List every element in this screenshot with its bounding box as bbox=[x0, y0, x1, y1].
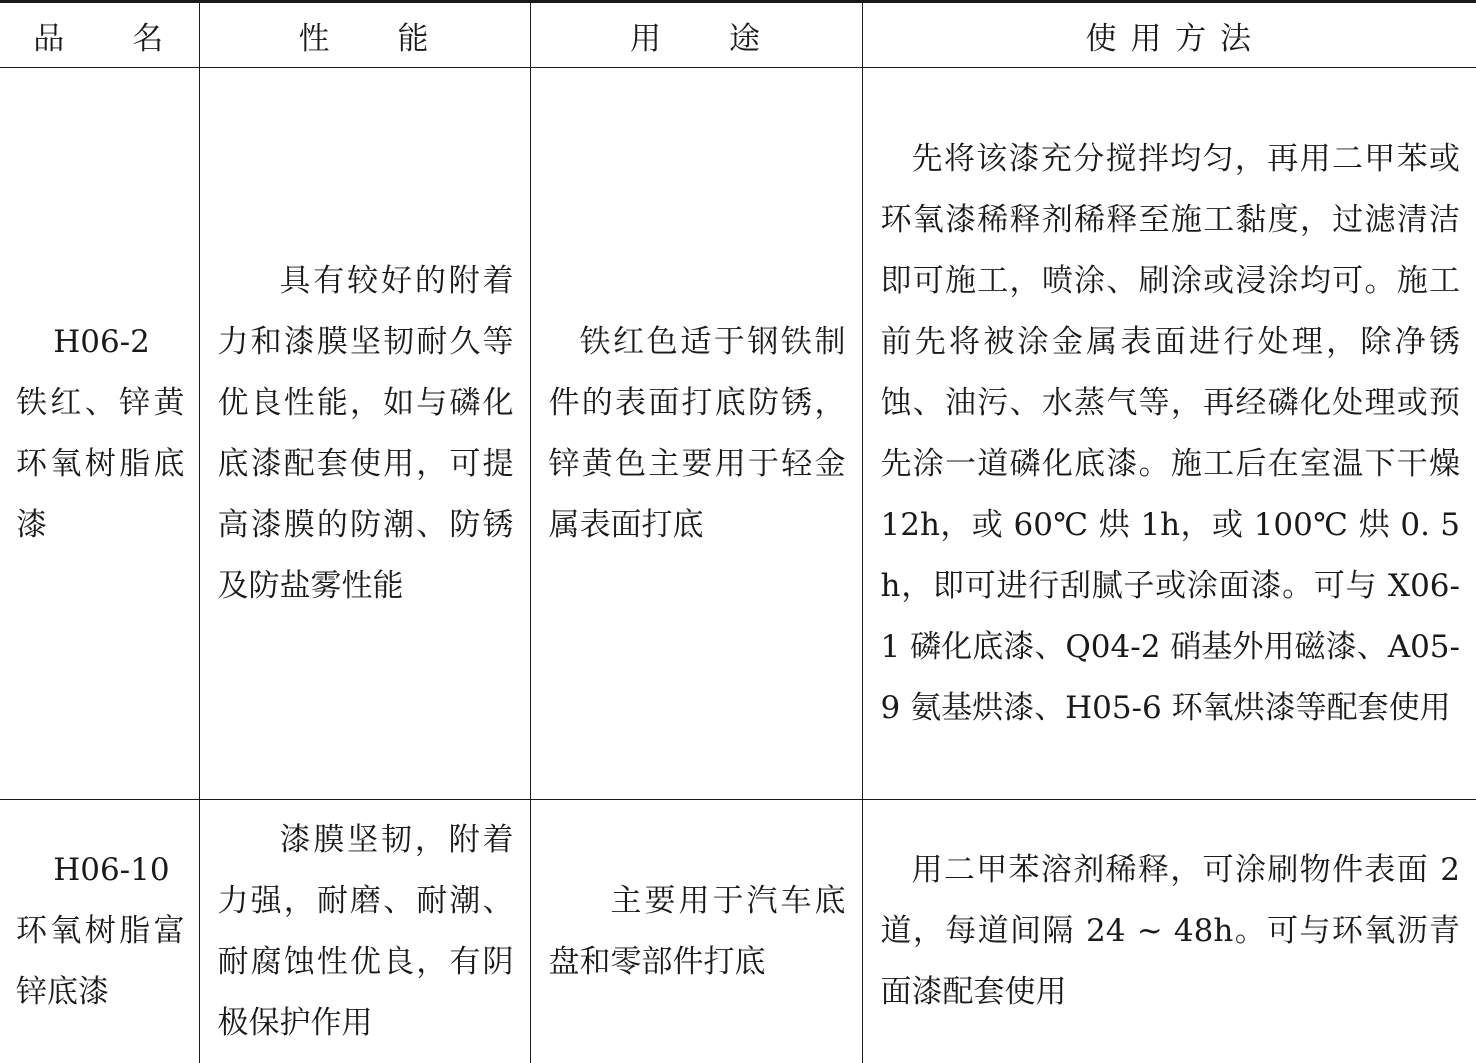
header-name: 品 名 bbox=[0, 2, 199, 68]
header-method: 使 用 方 法 bbox=[862, 2, 1476, 68]
product-name: H06-2 铁红、锌黄环氧树脂底漆 bbox=[16, 323, 185, 543]
method-text: 用二甲苯溶剂稀释，可涂刷物件表面 2 道，每道间隔 24 ~ 48h。可与环氧沥青面漆配套使用 bbox=[880, 852, 1460, 1011]
method-text: 先将该漆充分搅拌均匀，再用二甲苯或环氧漆稀释剂稀释至施工黏度，过滤清洁即可施工，喷涂、刷涂或浸涂均可。施工前先将被涂金属表面进行处理，除净锈蚀、油污、水蒸气等，再经磷化处理或预先涂一道磷化底漆。施工后在室温下干燥 12h，或 60℃ 烘 1h，或 100℃ 烘 0. 5h，即可进行刮腻子或涂面漆。可与 X06-1 磷化底漆、Q04-2 硝基外用磁漆、A05-9 氨基烘漆、H05-6 环氧烘漆等配套使用 bbox=[880, 140, 1460, 726]
table-row bbox=[0, 800, 1476, 1063]
use-text: 铁红色适于钢铁制件的表面打底防锈，锌黄色主要用于轻金属表面打底 bbox=[548, 323, 846, 543]
use-cell bbox=[530, 800, 862, 1063]
performance-text: 具有较好的附着力和漆膜坚韧耐久等优良性能，如与磷化底漆配套使用，可提高漆膜的防潮、防锈及防盐雾性能 bbox=[217, 262, 514, 604]
use-cell bbox=[530, 68, 862, 800]
method-cell bbox=[862, 68, 1476, 800]
product-name-cell bbox=[0, 68, 199, 800]
header-use: 用 途 bbox=[530, 2, 862, 68]
table-header-row bbox=[0, 2, 1476, 68]
header-performance: 性 能 bbox=[199, 2, 530, 68]
performance-cell bbox=[199, 800, 530, 1063]
table-row bbox=[0, 68, 1476, 800]
use-text: 主要用于汽车底盘和零部件打底 bbox=[548, 882, 846, 980]
performance-cell bbox=[199, 68, 530, 800]
product-name-cell bbox=[0, 800, 199, 1063]
product-name: H06-10 环氧树脂富锌底漆 bbox=[16, 852, 185, 1011]
method-cell bbox=[862, 800, 1476, 1063]
performance-text: 漆膜坚韧，附着力强，耐磨、耐潮、耐腐蚀性优良，有阴极保护作用 bbox=[217, 821, 514, 1041]
